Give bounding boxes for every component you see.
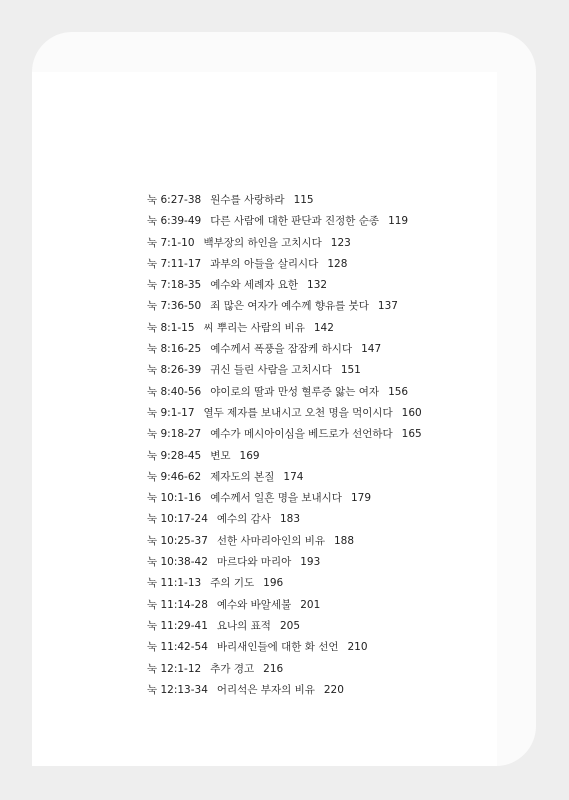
toc-entry-page: 160 [401,406,422,419]
toc-entry [147,233,422,254]
toc-entry-title: 마르다와 마리아 [216,556,292,569]
toc-entry-reference: 눅 12:13-34 [147,683,208,696]
toc-entry-page: 142 [313,321,334,334]
toc-entry-title: 예수께서 폭풍을 잠잠케 하시다 [210,343,353,356]
toc-entry-reference: 눅 10:1-16 [147,492,202,505]
toc-entry-page: 137 [377,300,398,313]
toc-entry-page: 123 [330,236,351,249]
toc-entry [147,275,422,296]
toc-entry-reference: 눅 9:28-45 [147,449,202,462]
toc-entry [147,318,422,339]
toc-entry-reference: 눅 7:11-17 [147,257,202,270]
toc-entry-title: 예수가 메시아이심을 베드로가 선언하다 [210,428,393,441]
toc-entry-reference: 눅 8:16-25 [147,343,202,356]
toc-entry [147,680,422,701]
toc-entry [147,403,422,424]
toc-entry-reference: 눅 6:39-49 [147,215,202,228]
toc-entry-page: 165 [401,428,422,441]
toc-entry-page: 205 [279,619,300,632]
toc-entry-title: 예수와 세례자 요한 [210,279,299,292]
toc-entry-page: 188 [334,534,355,547]
toc-entry-title: 원수를 사랑하라 [210,194,285,206]
toc-entry-reference: 눅 11:42-54 [147,641,208,654]
toc-entry [147,488,422,509]
toc-entry [147,509,422,530]
toc-entry-title: 다른 사람에 대한 판단과 진정한 순종 [210,215,380,228]
toc-entry [147,382,422,403]
toc-entry-page: 174 [283,470,304,483]
toc-entry-page: 115 [293,194,314,206]
toc-entry-title: 야이로의 딸과 만성 혈루증 앓는 여자 [210,385,380,398]
toc-entry [147,190,422,211]
toc-entry-page: 220 [323,683,344,696]
toc-entry-title: 예수의 감사 [216,513,271,526]
toc-entry [147,467,422,488]
toc-entry-page: 183 [279,513,300,526]
toc-entry-page: 128 [327,257,348,270]
toc-entry-title: 열두 제자를 보내시고 오천 명을 먹이시다 [203,406,393,419]
table-of-contents [147,190,422,701]
toc-entry-page: 169 [239,449,260,462]
toc-entry [147,339,422,360]
toc-entry-reference: 눅 11:1-13 [147,577,202,590]
toc-entry-reference: 눅 11:29-41 [147,619,208,632]
toc-entry-reference: 눅 9:18-27 [147,428,202,441]
toc-entry-reference: 눅 7:18-35 [147,279,202,292]
toc-entry-title: 바리새인들에 대한 화 선언 [216,641,339,654]
toc-entry-title: 과부의 아들을 살리시다 [210,257,319,270]
toc-entry-page: 210 [347,641,368,654]
toc-entry [147,211,422,232]
toc-entry-page: 193 [300,556,321,569]
toc-entry-reference: 눅 12:1-12 [147,662,202,675]
toc-entry [147,296,422,317]
toc-entry-page: 132 [307,279,328,292]
toc-entry-title: 예수께서 일흔 명을 보내시다 [210,492,342,505]
toc-entry-reference: 눅 7:1-10 [147,236,195,249]
toc-entry [147,595,422,616]
toc-entry-reference: 눅 6:27-38 [147,194,202,206]
toc-entry-page: 147 [361,343,382,356]
toc-entry-reference: 눅 10:25-37 [147,534,208,547]
toc-entry [147,360,422,381]
toc-entry-title: 죄 많은 여자가 예수께 향유를 붓다 [210,300,369,313]
toc-entry [147,446,422,467]
toc-entry-title: 백부장의 하인을 고치시다 [203,236,322,249]
toc-entry-title: 예수와 바알세불 [216,598,292,611]
toc-entry-page: 156 [388,385,409,398]
toc-entry-page: 196 [263,577,284,590]
toc-entry [147,616,422,637]
toc-entry-reference: 눅 10:38-42 [147,556,208,569]
toc-entry-reference: 눅 9:46-62 [147,470,202,483]
toc-entry-reference: 눅 7:36-50 [147,300,202,313]
toc-entry-reference: 눅 10:17-24 [147,513,208,526]
toc-entry [147,573,422,594]
toc-entry-title: 귀신 들린 사람을 고치시다 [210,364,332,377]
toc-entry [147,637,422,658]
toc-entry-page: 216 [263,662,284,675]
toc-entry-title: 씨 뿌리는 사람의 비유 [203,321,305,334]
toc-entry-reference: 눅 9:1-17 [147,406,195,419]
toc-entry-title: 제자도의 본질 [210,470,275,483]
toc-entry-reference: 눅 8:26-39 [147,364,202,377]
toc-entry-reference: 눅 8:40-56 [147,385,202,398]
toc-entry [147,254,422,275]
toc-entry-page: 151 [340,364,361,377]
toc-entry-page: 201 [300,598,321,611]
toc-entry-title: 추가 경고 [210,662,255,675]
toc-entry-reference: 눅 8:1-15 [147,321,195,334]
toc-entry-reference: 눅 11:14-28 [147,598,208,611]
toc-entry [147,659,422,680]
toc-entry [147,424,422,445]
toc-entry [147,531,422,552]
toc-entry [147,552,422,573]
toc-entry-page: 179 [350,492,371,505]
toc-entry-title: 어리석은 부자의 비유 [216,683,315,696]
toc-entry-page: 119 [388,215,409,228]
toc-entry-title: 요나의 표적 [216,619,271,632]
toc-entry-title: 주의 기도 [210,577,255,590]
toc-entry-title: 선한 사마리아인의 비유 [216,534,325,547]
toc-entry-title: 변모 [210,449,231,462]
